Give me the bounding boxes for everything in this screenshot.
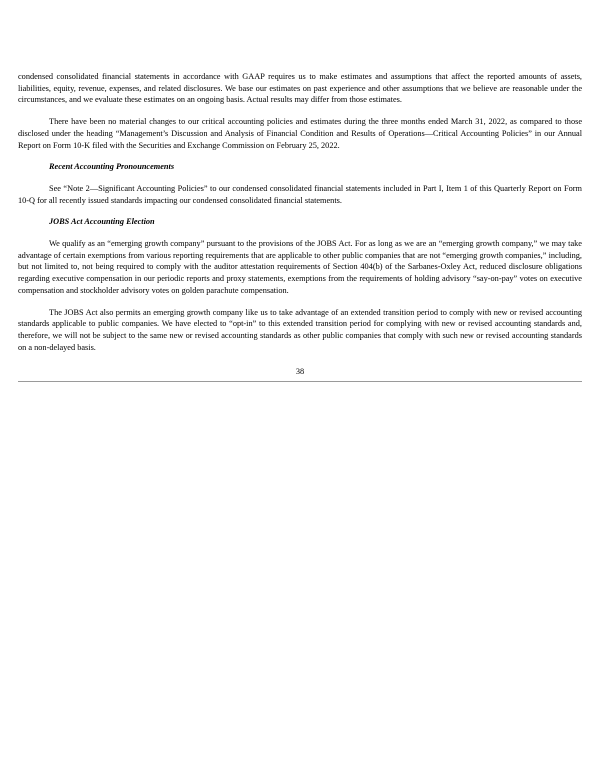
paragraph-emerging-growth-company: We qualify as an “emerging growth company” pursuant to the provisions of the JOBS Act. For as long as we are an “emerging growth company,” we may take advantage of certain exemptions from various reporting requirements that are applicable to other public companies that are not “emerging growth companies,” including, but not limited to, not being required to comply with the auditor attestation requirements of Section 404(b) of the Sarbanes-Oxley Act, reduced disclosure obligations regarding executive compensation in our periodic reports and proxy statements, exemptions from the requirements of holding advisory “say-on-pay” votes on executive compensation and stockholder advisory votes on golden parachute compensation. <box>18 239 582 295</box>
page-divider <box>18 381 582 382</box>
heading-recent-accounting-pronouncements: Recent Accounting Pronouncements <box>49 162 175 172</box>
paragraph-recent-accounting-pronouncements: See “Note 2—Significant Accounting Policies” to our condensed consolidated financial statements included in Part I, Item 1 of this Quarterly Report on Form 10-Q for all recently issued standards impacting our condensed consolidated financial statements. <box>18 183 582 205</box>
page-number: 38 <box>295 367 305 376</box>
paragraph-critical-accounting-policies: There have been no material changes to our critical accounting policies and estimates during the three months ended March 31, 2022, as compared to those disclosed under the heading “Management’s Discussion and Analysis of Financial Condition and Results of Operations—Critical Accounting Policies” in our Annual Report on Form 10-K filed with the Securities and Exchange Commission on February 25, 2022. <box>18 117 582 150</box>
document-body <box>18 71 582 353</box>
paragraph-extended-transition-period: The JOBS Act also permits an emerging growth company like us to take advantage of an extended transition period to comply with new or revised accounting standards applicable to public companies. We have elected to “opt-in” to this extended transition period for complying with new or revised accounting standards and, therefore, we will not be subject to the same new or revised accounting standards as other public companies that comply with such new or revised accounting standards on a non-delayed basis. <box>18 307 582 352</box>
paragraph-gaap-estimates: condensed consolidated financial statements in accordance with GAAP requires us to make estimates and assumptions that affect the reported amounts of assets, liabilities, equity, revenue, expenses, and related disclosures. We base our estimates on past experience and other assumptions that we believe are reasonable under the circumstances, and we evaluate these estimates on an ongoing basis. Actual results may differ from those estimates. <box>18 72 582 105</box>
heading-jobs-act-accounting-election: JOBS Act Accounting Election <box>49 217 155 227</box>
